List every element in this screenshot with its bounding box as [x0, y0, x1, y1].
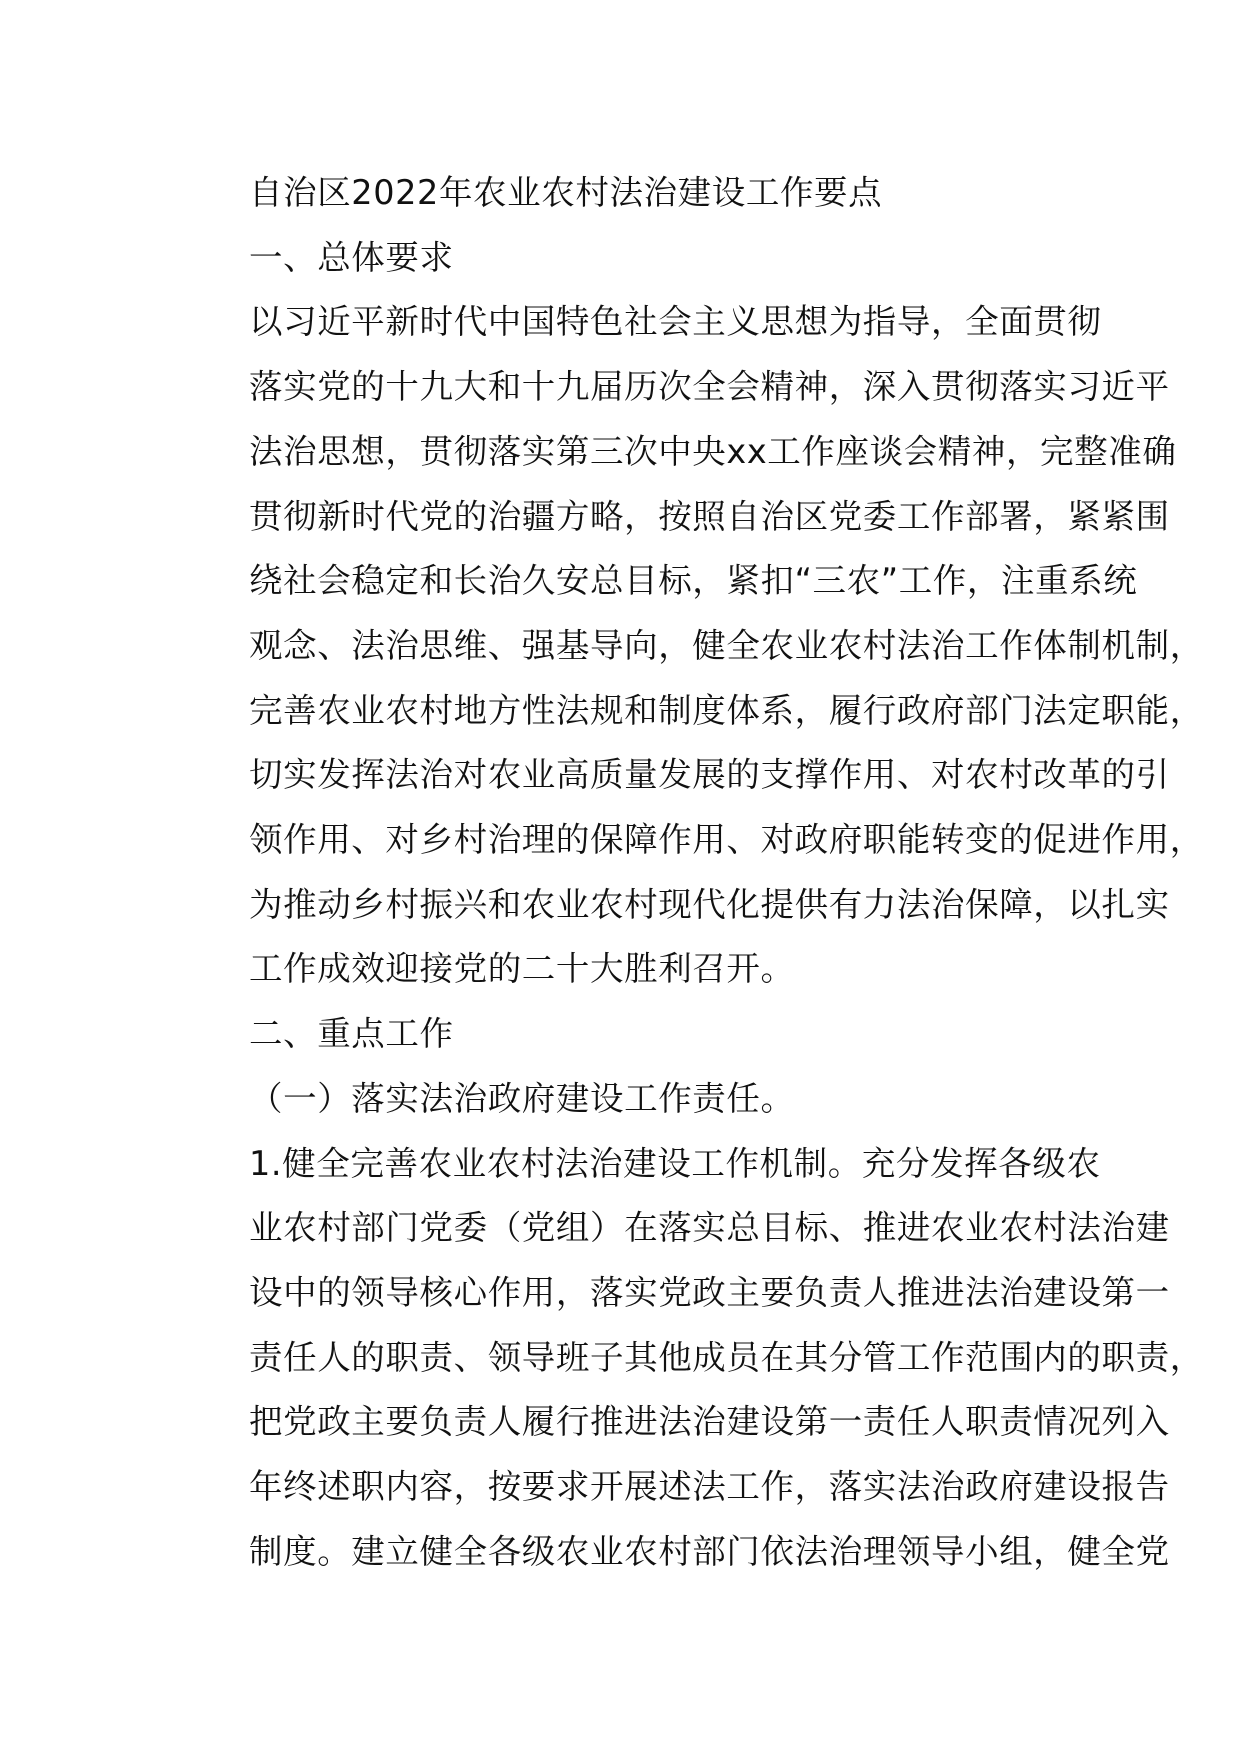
text-line: 领作用、对乡村治理的保障作用、对政府职能转变的促进作用， — [249, 820, 1204, 860]
document-title: 自治区2022年农业农村法治建设工作要点 — [249, 173, 883, 212]
text-line: 责任人的职责、领导班子其他成员在其分管工作范围内的职责， — [249, 1337, 1204, 1377]
text-line: 以习近平新时代中国特色社会主义思想为指导，全面贯彻 — [249, 302, 1102, 342]
section-heading-overall-requirements: 一、总体要求 — [249, 237, 454, 277]
subsection-heading: （一）落实法治政府建设工作责任。 — [249, 1078, 795, 1118]
text-line: 把党政主要负责人履行推进法治建设第一责任人职责情况列入 — [249, 1402, 1170, 1442]
text-line: 业农村部门党委（党组）在落实总目标、推进农业农村法治建 — [249, 1208, 1170, 1248]
text-line: 为推动乡村振兴和农业农村现代化提供有力法治保障，以扎实 — [249, 884, 1170, 924]
item1-paragraph — [187, 1132, 1204, 1585]
text-line: 设中的领导核心作用，落实党政主要负责人推进法治建设第一 — [249, 1272, 1170, 1312]
section1-paragraph — [187, 290, 1204, 1002]
text-line: 制度。建立健全各级农业农村部门依法治理领导小组，健全党 — [249, 1531, 1170, 1571]
text-line: 年终述职内容，按要求开展述法工作，落实法治政府建设报告 — [249, 1467, 1170, 1507]
text-line: 落实党的十九大和十九届历次全会精神，深入贯彻落实习近平 — [249, 367, 1170, 407]
text-line: 工作成效迎接党的二十大胜利召开。 — [249, 949, 795, 989]
section-heading-key-work: 二、重点工作 — [249, 1014, 454, 1054]
text-line: 完善农业农村地方性法规和制度体系，履行政府部门法定职能， — [249, 690, 1204, 730]
text-line: 切实发挥法治对农业高质量发展的支撑作用、对农村改革的引 — [249, 755, 1170, 795]
text-line: 观念、法治思维、强基导向，健全农业农村法治工作体制机制， — [249, 625, 1204, 665]
text-line: 1.健全完善农业农村法治建设工作机制。充分发挥各级农 — [249, 1143, 1101, 1183]
document-body — [187, 161, 1204, 1584]
text-line: 法治思想，贯彻落实第三次中央xx工作座谈会精神，完整准确 — [249, 431, 1177, 471]
text-line: 贯彻新时代党的治疆方略，按照自治区党委工作部署，紧紧围 — [249, 496, 1170, 536]
text-line: 绕社会稳定和长治久安总目标，紧扣“三农”工作，注重系统 — [249, 561, 1138, 601]
